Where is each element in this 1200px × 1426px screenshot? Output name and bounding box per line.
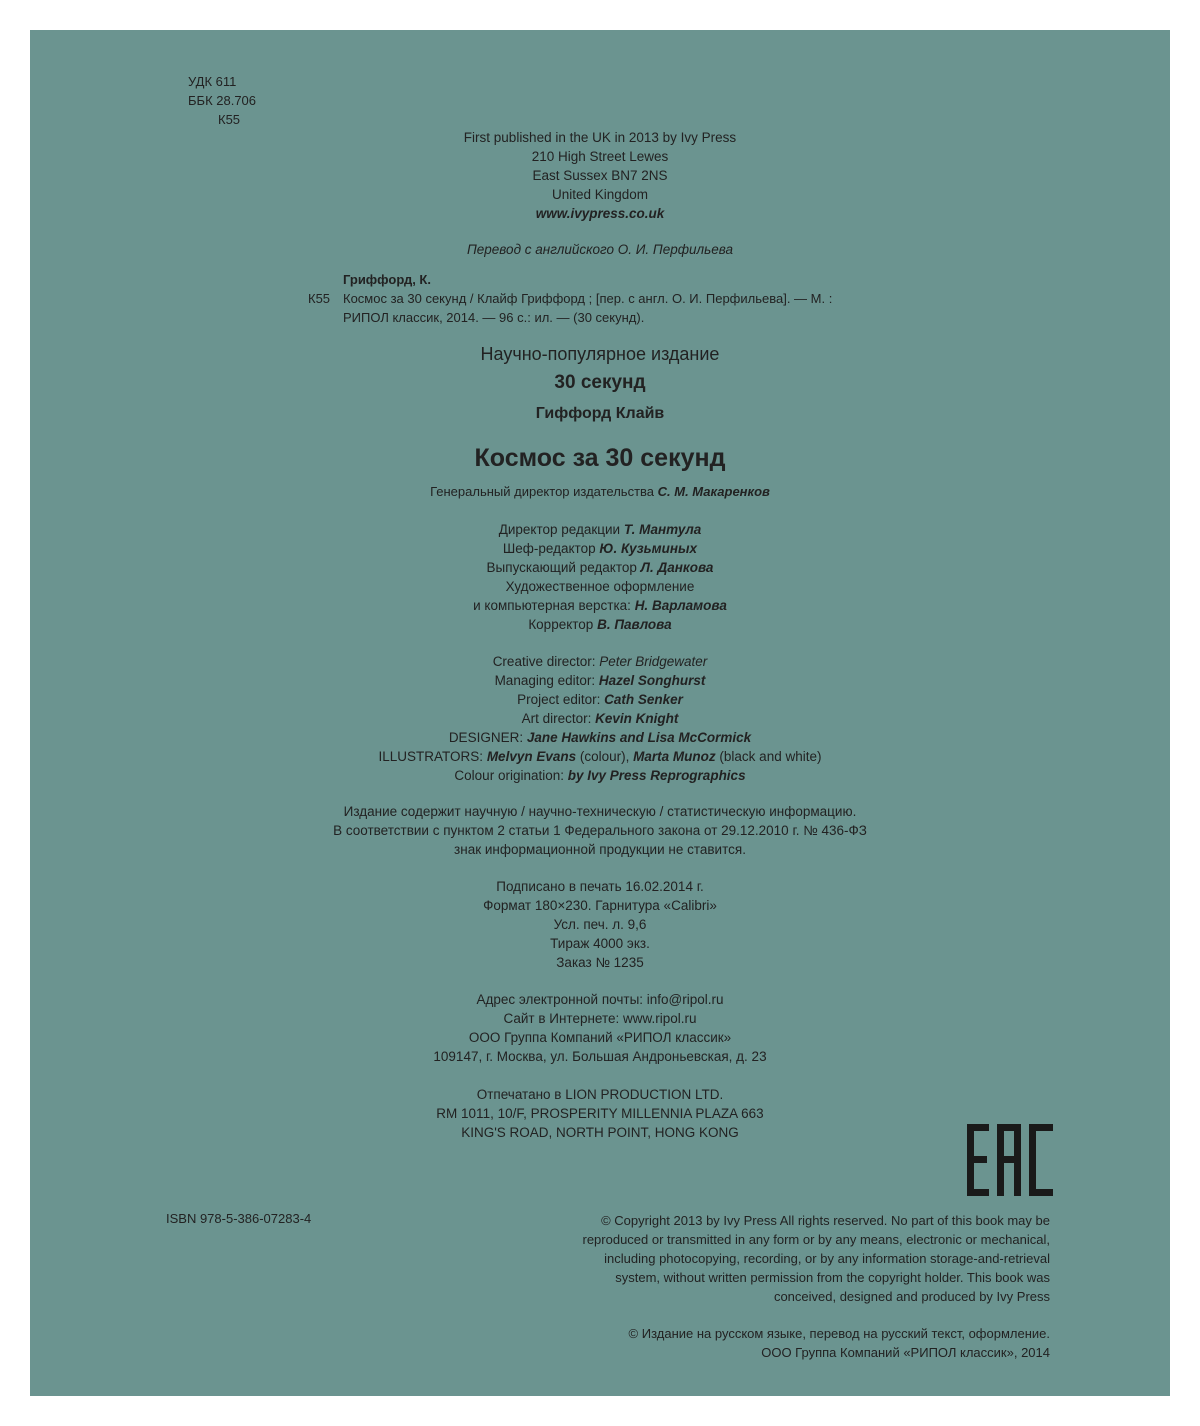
isbn: ISBN 978-5-386-07283-4 xyxy=(166,1211,312,1226)
book-title: Космос за 30 секунд xyxy=(474,444,726,472)
publisher-line: First published in the UK in 2013 by Ivy Press xyxy=(463,130,737,145)
credit-line: Colour origination: by Ivy Press Reprographics xyxy=(454,768,746,783)
credit-line: Project editor: Cath Senker xyxy=(517,692,683,707)
bibliographic-record xyxy=(308,270,928,327)
translation-credit: Перевод с английского О. И. Перфильева xyxy=(467,242,733,257)
credit-line: Директор редакции Т. Мантула xyxy=(498,522,702,537)
credit-line: Managing editor: Hazel Songhurst xyxy=(494,673,706,688)
publisher-line: United Kingdom xyxy=(551,187,649,202)
book-page xyxy=(30,30,1170,1396)
author-sign-line: К55 xyxy=(218,112,241,127)
credit-line: ILLUSTRATORS: Melvyn Evans (colour), Marta Munoz (black and white) xyxy=(378,749,822,764)
series-name: 30 секунд xyxy=(554,372,646,393)
russian-credits xyxy=(30,520,1170,634)
bib-code: К55 xyxy=(308,291,331,306)
eac-mark-icon xyxy=(965,1122,1055,1198)
publisher-line: East Sussex BN7 2NS xyxy=(532,168,668,183)
printer-info: Отпечатано в LION PRODUCTION LTD. RM 1011, 10/F, PROSPERITY MILLENNIA PLAZA 663 KING'S ROAD, NORTH POINT, HONG KONG xyxy=(436,1087,764,1140)
credit-name: С. М. Макаренков xyxy=(657,484,770,499)
credit-line: Художественное оформление xyxy=(505,579,695,594)
bib-line: Космос за 30 секунд / Клайф Гриффорд ; [пер. с англ. О. И. Перфильева]. — М. : xyxy=(343,291,833,306)
credit-line: Creative director: Peter Bridgewater xyxy=(492,654,708,669)
credit-line: Шеф-редактор Ю. Кузьминых xyxy=(502,541,698,556)
credit-line: Выпускающий редактор Л. Данкова xyxy=(486,560,714,575)
bib-line: РИПОЛ классик, 2014. — 96 с.: ил. — (30 секунд). xyxy=(343,310,645,325)
information-notice: Издание содержит научную / научно-техническую / статистическую информацию. В соответствии с пунктом 2 статьи 1 Федерального закона от 29.12.2010 г. № 436-ФЗ знак информационной продукции не ставится. xyxy=(333,804,867,857)
publisher-line: 210 High Street Lewes xyxy=(531,149,669,164)
genre: Научно-популярное издание xyxy=(480,344,720,364)
udk-line: УДК 611 xyxy=(188,74,237,89)
credit-line: DESIGNER: Jane Hawkins and Lisa McCormick xyxy=(448,730,752,745)
copyright-russian: © Издание на русском языке, перевод на русский текст, оформление. ООО Группа Компаний «РИПОЛ классик», 2014 xyxy=(628,1326,1050,1360)
publisher-info xyxy=(30,128,1170,223)
credit-line: Корректор В. Павлова xyxy=(528,617,672,632)
publisher-url: www.ivypress.co.uk xyxy=(535,206,665,221)
bbk-line: ББК 28.706 xyxy=(188,93,257,108)
credit-line: Art director: Kevin Knight xyxy=(521,711,679,726)
udk-block xyxy=(188,72,256,129)
english-credits xyxy=(30,652,1170,785)
credit-line: и компьютерная верстка: Н. Варламова xyxy=(473,598,727,613)
publisher-contacts: Адрес электронной почты: info@ripol.ru Сайт в Интернете: www.ripol.ru ООО Группа Компаний «РИПОЛ классик» 109147, г. Москва, ул. Большая Андроньевская, д. 23 xyxy=(433,992,767,1064)
print-info: Подписано в печать 16.02.2014 г. Формат 180×230. Гарнитура «Calibri» Усл. печ. л. 9,6 Тираж 4000 экз. Заказ № 1235 xyxy=(483,879,717,970)
bib-author: Гриффорд, К. xyxy=(343,272,431,287)
credit-role: Генеральный директор издательства xyxy=(430,484,655,499)
author-name: Гиффорд Клайв xyxy=(535,405,665,422)
copyright-english: © Copyright 2013 by Ivy Press All rights reserved. No part of this book may be reproduced or transmitted in any form or by any means, electronic or mechanical, including photocopying, recording, or by any information storage-and-retrieval system, without written permission from the copyright holder. This book was conceived, designed and produced by Ivy Press xyxy=(582,1213,1050,1304)
general-director xyxy=(30,484,1170,499)
